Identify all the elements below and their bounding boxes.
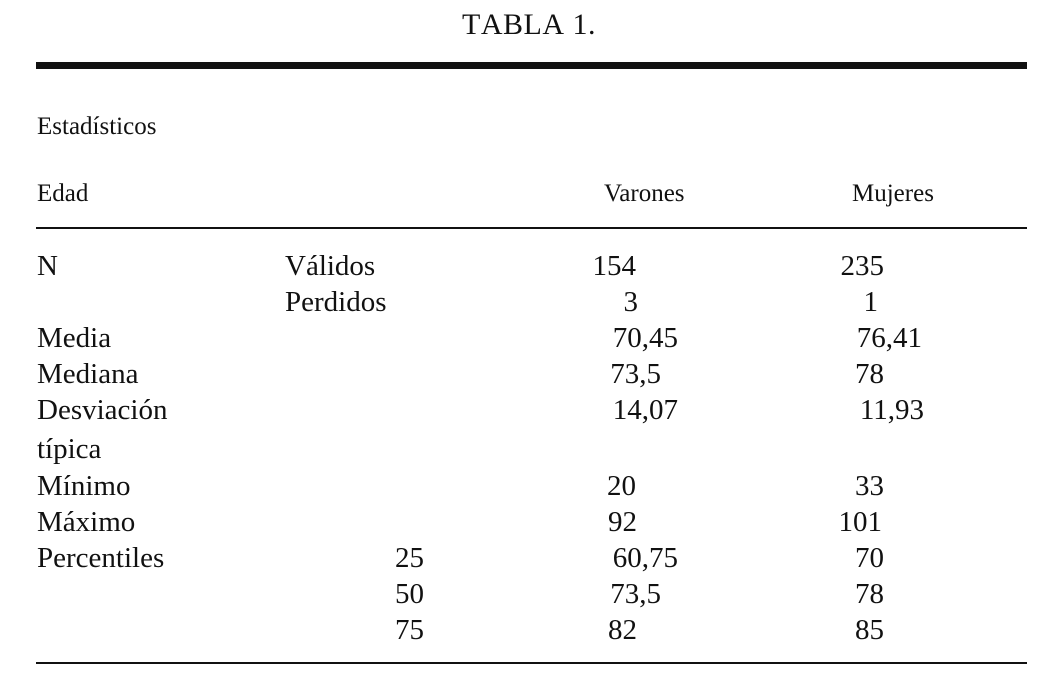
title-rest: ABLA	[480, 8, 565, 41]
row-label: Mínimo	[37, 470, 131, 502]
cell-mujeres: 11,93	[859, 394, 924, 426]
column-header-mujeres: Mujeres	[852, 180, 934, 207]
row-label: Mediana	[37, 358, 139, 390]
title-prefix: T	[462, 8, 481, 41]
row-label: Desviación	[37, 394, 168, 426]
cell-mujeres: 78	[855, 578, 884, 610]
row-sublabel: Válidos	[285, 250, 376, 282]
cell-mujeres: 76,41	[856, 322, 922, 354]
cell-mujeres: 101	[838, 506, 882, 538]
cell-mujeres: 85	[855, 614, 884, 646]
table-caption: Estadísticos	[37, 113, 157, 140]
row-sublabel: 50	[395, 578, 424, 610]
cell-varones: 14,07	[612, 394, 678, 426]
cell-mujeres: 70	[855, 542, 884, 574]
variable-label: Edad	[37, 180, 89, 207]
header-rule	[36, 227, 1027, 229]
top-rule	[36, 62, 1027, 69]
row-label: Media	[37, 322, 112, 354]
row-label: Percentiles	[37, 542, 165, 574]
cell-varones: 154	[592, 250, 636, 282]
cell-mujeres: 1	[863, 286, 878, 318]
cell-mujeres: 78	[855, 358, 884, 390]
cell-varones: 73,5	[610, 358, 661, 390]
cell-varones: 70,45	[612, 322, 678, 354]
cell-varones: 82	[608, 614, 637, 646]
title-number: 1.	[572, 8, 596, 41]
row-sublabel: 75	[395, 614, 424, 646]
cell-mujeres: 33	[855, 470, 884, 502]
cell-varones: 92	[608, 506, 637, 538]
row-sublabel: Perdidos	[285, 286, 387, 318]
cell-varones: 73,5	[610, 578, 661, 610]
cell-mujeres: 235	[840, 250, 884, 282]
row-sublabel: 25	[395, 542, 424, 574]
table-title	[0, 8, 1058, 42]
row-label: Máximo	[37, 506, 136, 538]
cell-varones: 3	[623, 286, 638, 318]
row-label: N	[37, 250, 58, 282]
row-label: típica	[37, 433, 102, 465]
cell-varones: 60,75	[612, 542, 678, 574]
bottom-rule	[36, 662, 1027, 664]
cell-varones: 20	[607, 470, 636, 502]
column-header-varones: Varones	[604, 180, 685, 207]
